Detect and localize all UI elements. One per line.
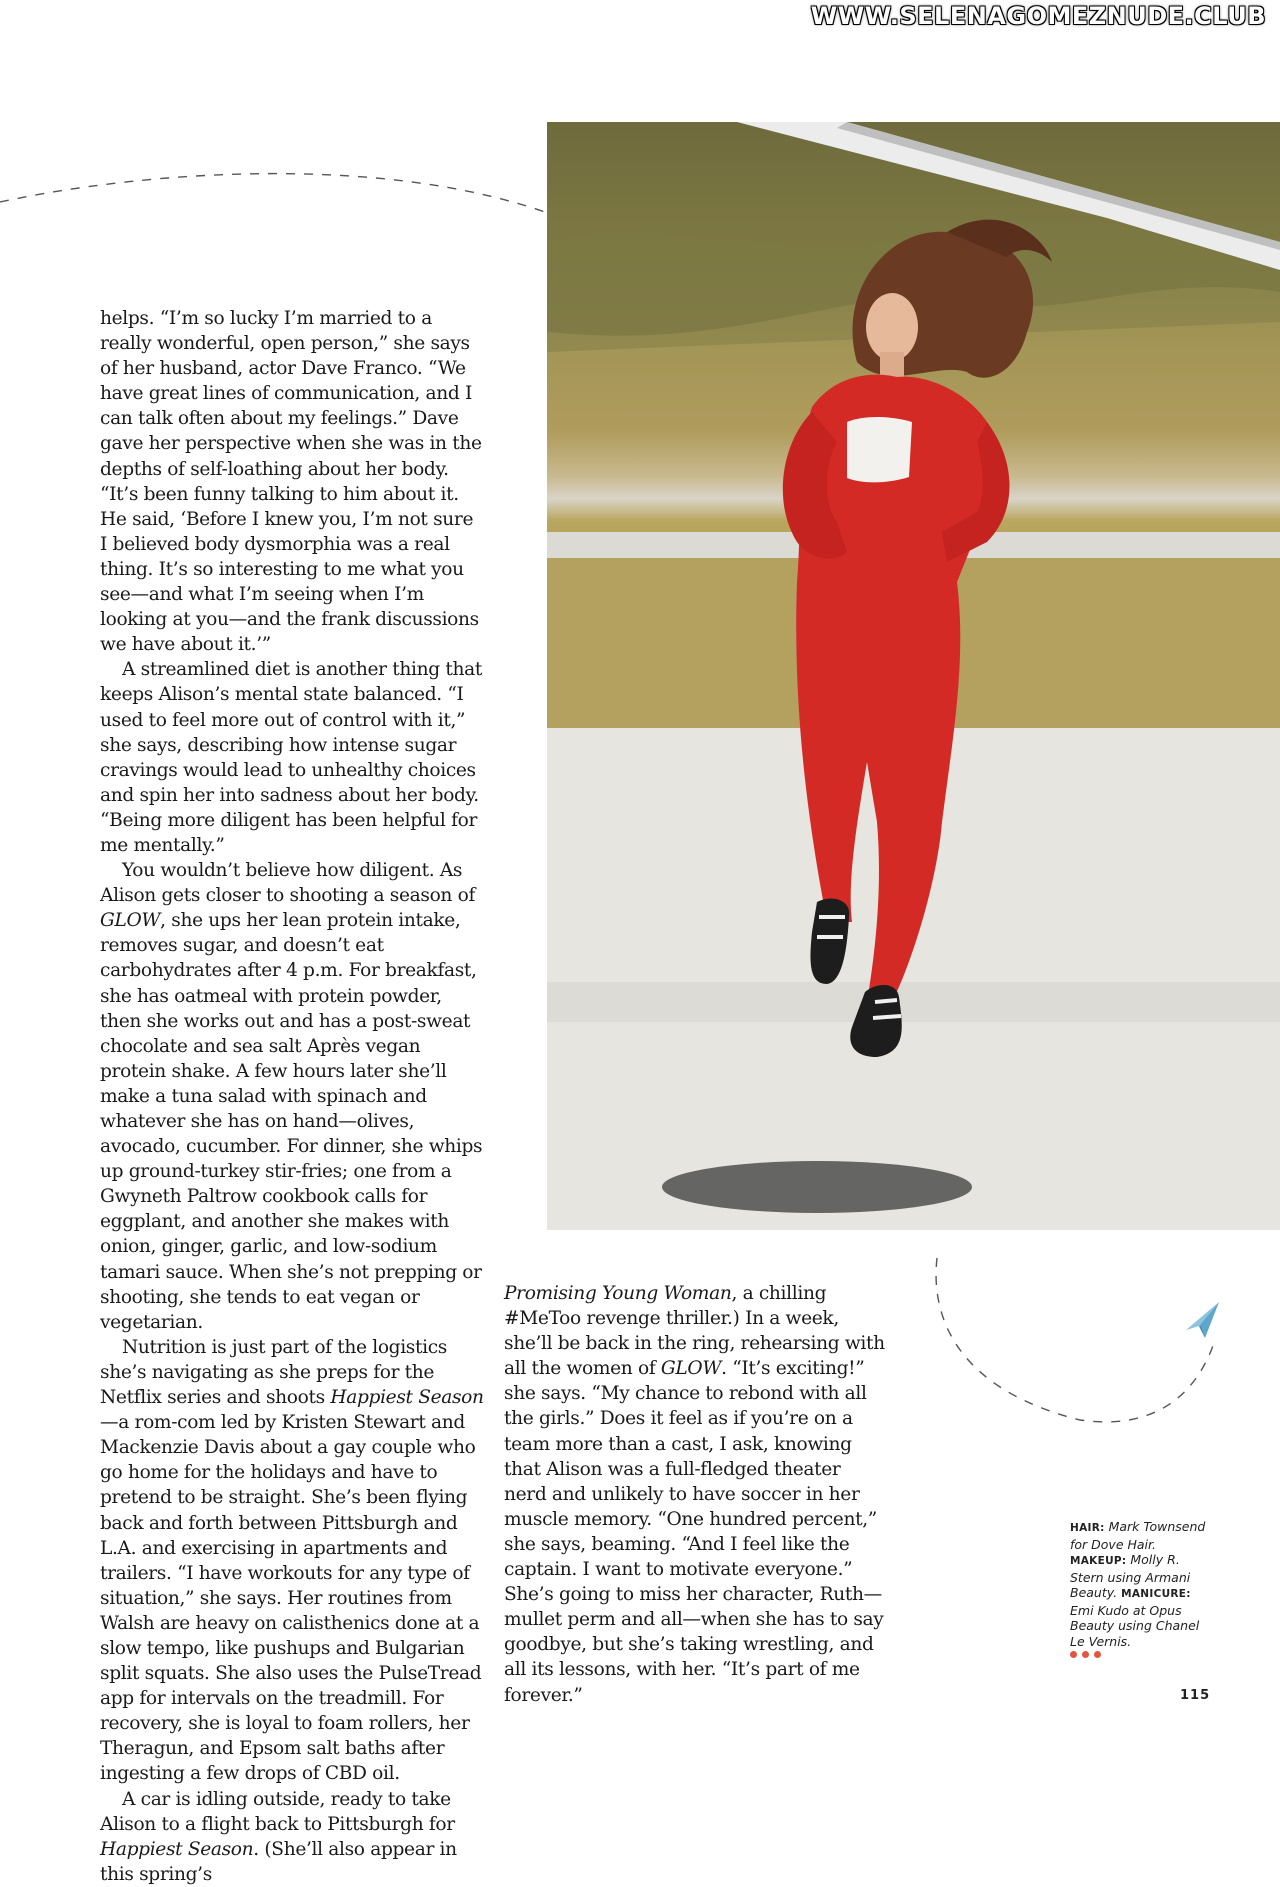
italic-title: Happiest Season xyxy=(100,1838,254,1860)
article-column-right xyxy=(504,1281,888,1708)
credit-text: Mark Townsend for Dove Hair. xyxy=(1070,1519,1206,1552)
hero-photo xyxy=(547,122,1280,1230)
ornament-dots xyxy=(1070,1643,1106,1662)
italic-title: Happiest Season xyxy=(330,1387,484,1409)
photo-illustration xyxy=(547,122,1280,1230)
text-run: A car is idling outside, ready to take Alison to a flight back to Pittsburgh for xyxy=(100,1788,455,1835)
paragraph xyxy=(100,306,484,657)
text-run: —a rom-com led by Kristen Stewart and Mackenzie Davis about a gay couple who go home for the holidays and have to pretend to be straight. She’s been flying back and forth between Pittsburgh and L.A. and exercising in apartments and trailers. “I have workouts for any type of situation,” she says. Her routines from Walsh are heavy on calisthenics done at a slow tempo, like pushups and Bulgarian split squats. She also uses the PulseTread app for intervals on the treadmill. For recovery, she is loyal to foam rollers, her Theragun, and Epsom salt baths after ingesting a few drops of CBD oil. xyxy=(100,1412,482,1785)
credit-label: MAKEUP: xyxy=(1070,1555,1127,1567)
italic-title: GLOW xyxy=(100,910,161,932)
text-run: , she ups her lean protein intake, removes sugar, and doesn’t eat carbohydrates after 4 p.m. For breakfast, she has oatmeal with protein powder, then she works out and has a post-sweat chocolate and sea salt Après vegan protein shake. A few hours later she’ll make a tuna salad with spinach and whatever she has on hand—olives, avocado, cucumber. For dinner, she whips up ground-turkey stir-fries; one from a Gwyneth Paltrow cookbook calls for eggplant, and another she makes with onion, ginger, garlic, and low-sodium tamari sauce. When she’s not prepping or shooting, she tends to eat vegan or vegetarian. xyxy=(100,910,483,1333)
page-number: 115 xyxy=(1180,1688,1211,1703)
text-run: A streamlined diet is another thing that keeps Alison’s mental state balanced. “I used to feel more out of control with it,” she says, describing how intense sugar cravings would lead to unhealthy choices and spin her into sadness about her body. “Being more diligent has been helpful for me mentally.” xyxy=(100,659,482,856)
photo-credits xyxy=(1070,1519,1210,1649)
paragraph xyxy=(100,1335,484,1787)
paragraph xyxy=(100,858,484,1335)
watermark: WWW.SELENAGOMEZNUDE.CLUB xyxy=(810,2,1266,30)
text-run: Nutrition is just part of the logistics she’s navigating as she preps for the Netflix series and shoots xyxy=(100,1336,447,1409)
paragraph xyxy=(504,1281,888,1708)
text-run: , a chilling #MeToo revenge thriller.) In a week, she’ll be back in the ring, rehearsing with all the women of xyxy=(504,1283,885,1380)
credit-label: MANICURE: xyxy=(1121,1588,1191,1600)
text-run: . “It’s exciting!” she says. “My chance to rebond with all the girls.” Does it feel as if you’re on a team more than a cast, I ask, knowing that Alison was a full-fledged theater nerd and unlikely to have soccer in her muscle memory. “One hundred percent,” she says, beaming. “And I feel like the captain. I want to motivate everyone.” She’s going to miss her character, Ruth—mullet perm and all—when she has to say goodbye, but she’s taking wrestling, and all its lessons, with her. “It’s part of me forever.” xyxy=(504,1358,884,1706)
paragraph xyxy=(100,1787,484,1887)
italic-title: Promising Young Woman xyxy=(504,1283,732,1304)
italic-title: GLOW xyxy=(660,1358,722,1380)
paper-plane-icon xyxy=(1183,1300,1223,1342)
dashed-path-top xyxy=(0,150,548,220)
article-column-left xyxy=(100,306,484,1887)
text-run: helps. “I’m so lucky I’m married to a really wonderful, open person,” she says of her husband, actor Dave Franco. “We have great lines of communication, and I can talk often about my feelings.” Dave gave her perspective when she was in the depths of self-loathing about her body. “It’s been funny talking to him about it. He said, ‘Before I knew you, I’m not sure I believed body dysmorphia was a real thing. It’s so interesting to me what you see—and what I’m seeing when I’m looking at you—and the frank discussions we have about it.’” xyxy=(100,308,482,656)
credit-text: Emi Kudo at Opus Beauty using Chanel Le Vernis. xyxy=(1070,1602,1200,1649)
credit-label: HAIR: xyxy=(1070,1522,1105,1534)
text-run: You wouldn’t believe how diligent. As Alison gets closer to shooting a season of xyxy=(100,860,475,907)
text-run: . (She’ll also appear in this spring’s xyxy=(100,1838,457,1885)
credit-text: Molly R. Stern using Armani Beauty. xyxy=(1070,1552,1191,1600)
paragraph xyxy=(100,657,484,858)
